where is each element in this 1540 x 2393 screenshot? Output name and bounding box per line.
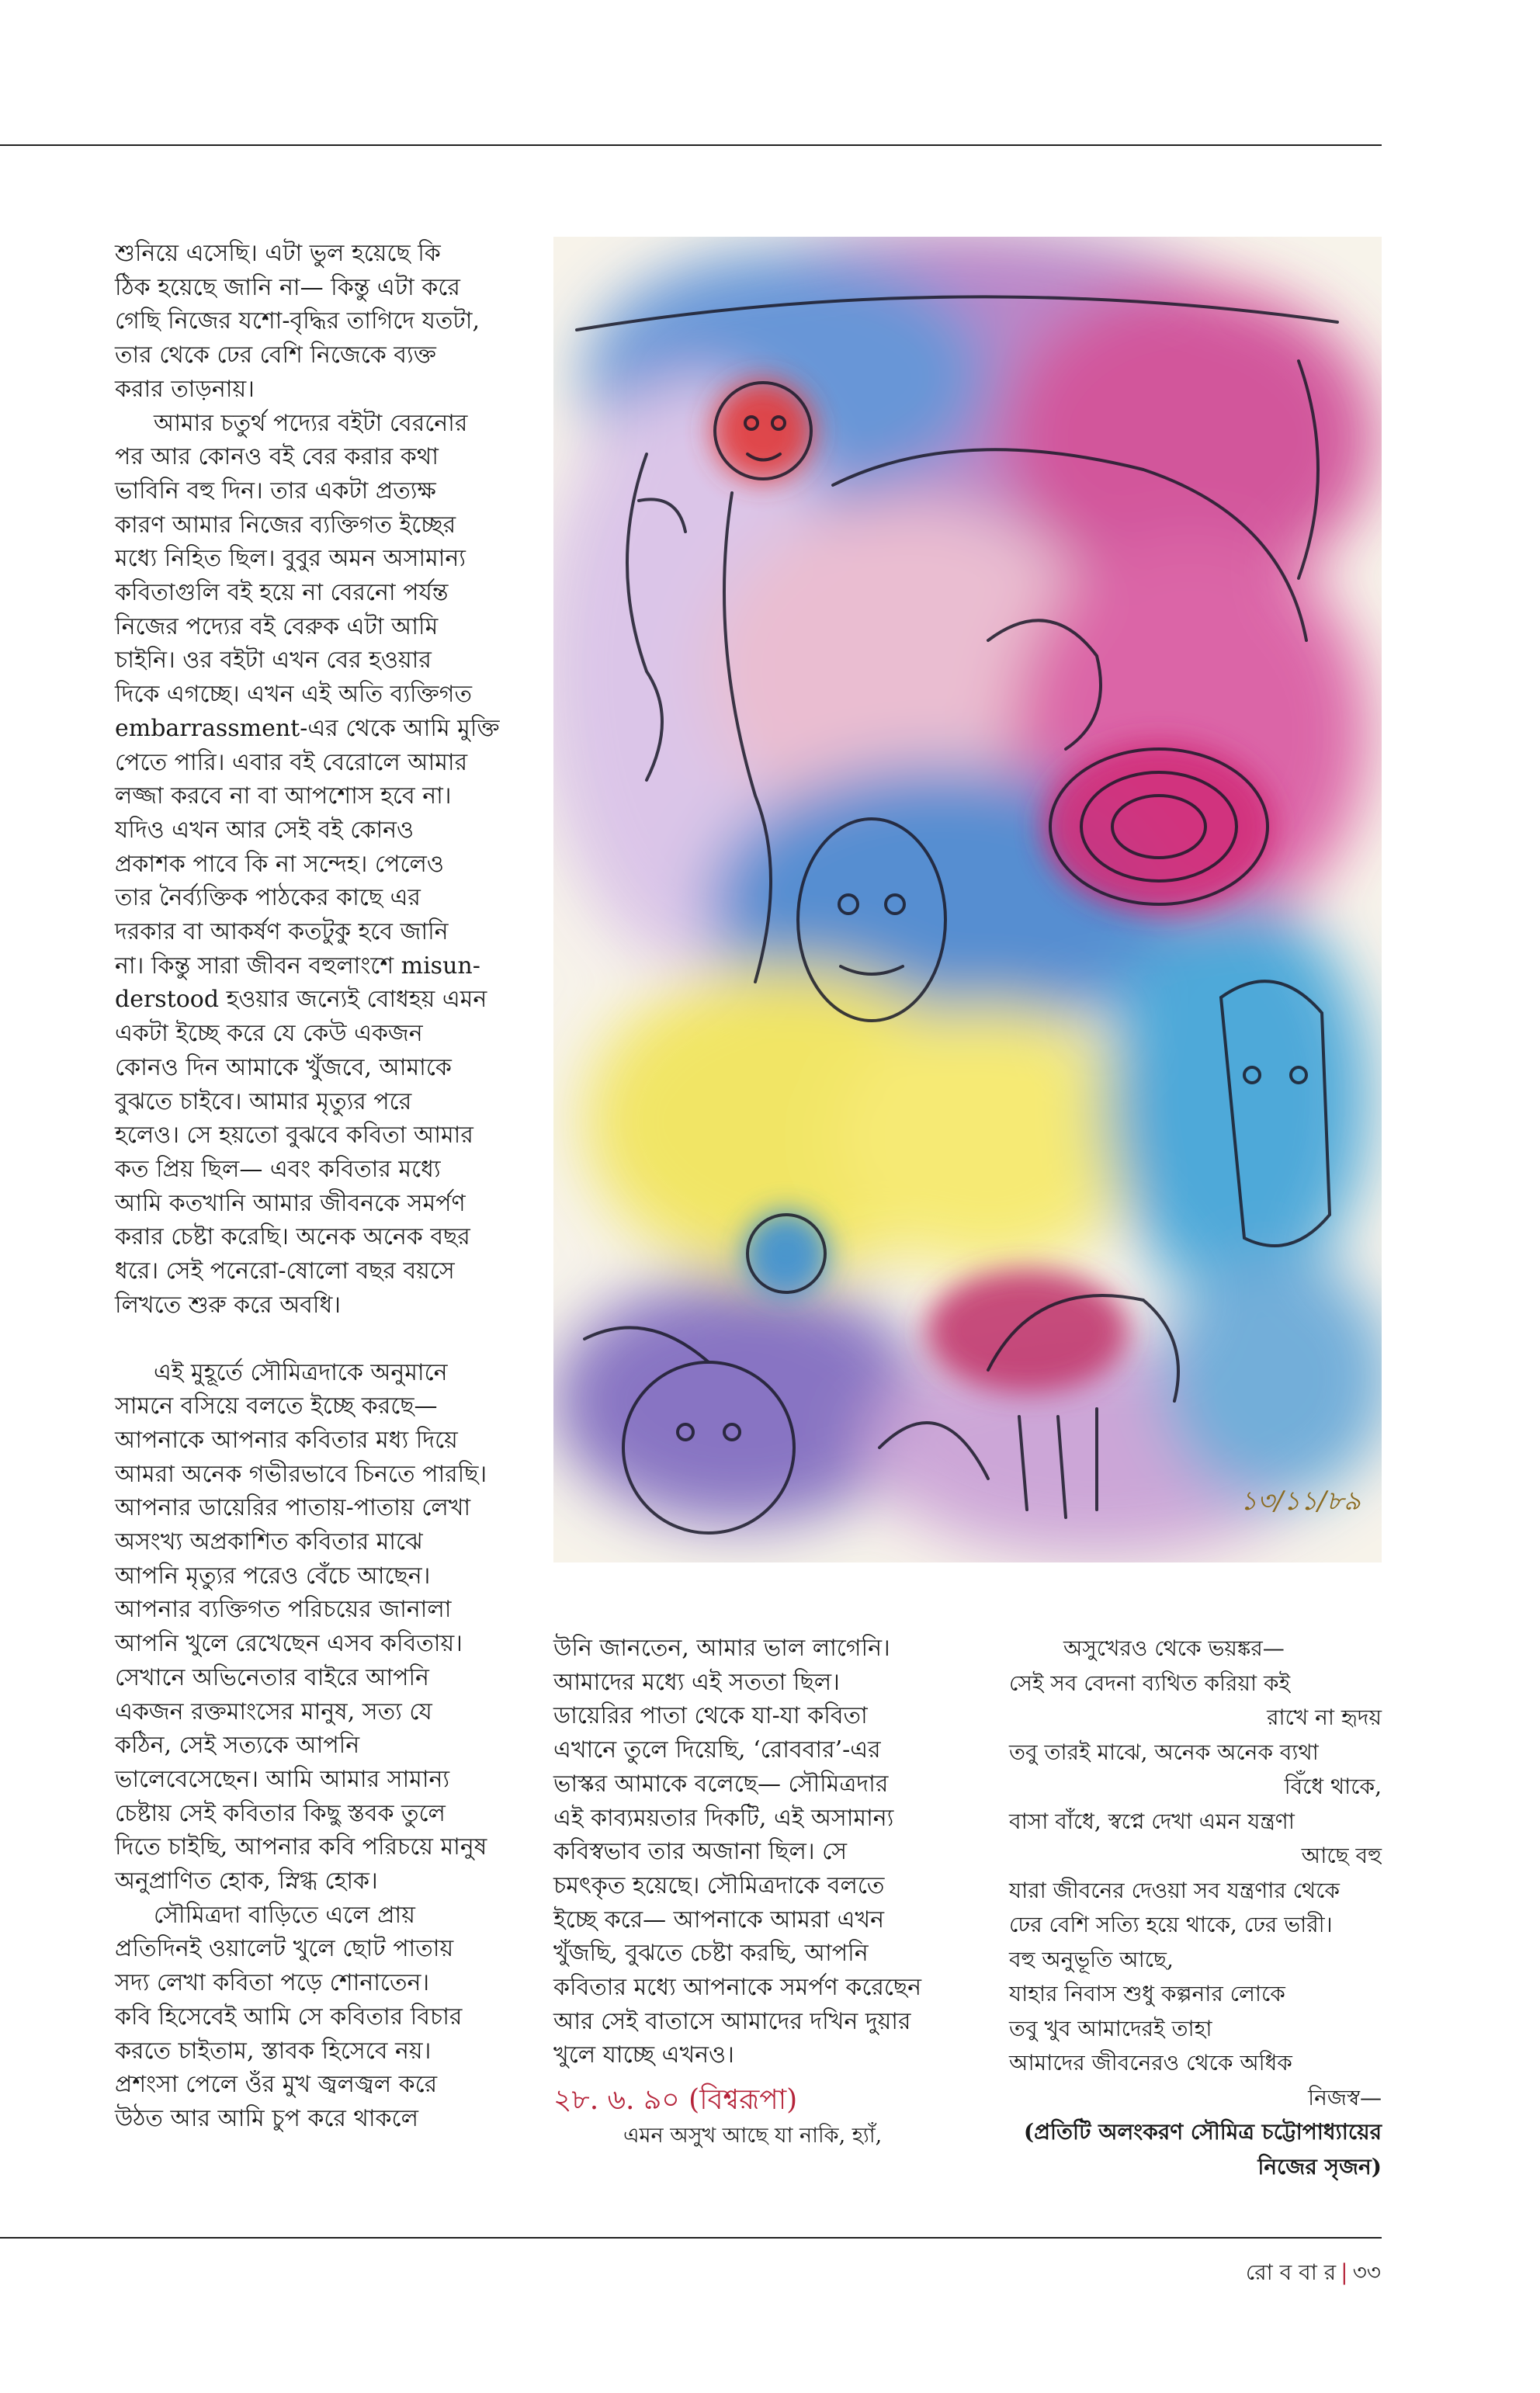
- text-line: খুঁজছি, বুঝতে চেষ্টা করছি, আপনি: [553, 1940, 869, 1968]
- text-line: আমি কতখানি আমার জীবনকে সমর্পণ: [115, 1189, 466, 1217]
- text-line: ঠিক হয়েছে জানি না— কিন্তু এটা করে: [115, 273, 460, 301]
- text-line: হলেও। সে হয়তো বুঝবে কবিতা আমার: [115, 1122, 473, 1150]
- text-line: এই কাব্যময়তার দিকটি, এই অসামান্য: [553, 1804, 894, 1832]
- text-line: সদ্য লেখা কবিতা পড়ে শোনাতেন।: [115, 1969, 430, 1997]
- text-line: প্রকাশক পাবে কি না সন্দেহ। পেলেও: [115, 850, 444, 878]
- magazine-name: রো ব বা র: [1245, 2259, 1337, 2285]
- text-line: কবিতার মধ্যে আপনাকে সমর্পণ করেছেন: [553, 1974, 922, 2002]
- text-line: derstood হওয়ার জন্যেই বোধহয় এমন: [115, 986, 487, 1014]
- illustration-credit: [1009, 2115, 1382, 2184]
- text-line: চেষ্টায় সেই কবিতার কিছু স্তবক তুলে: [115, 1799, 446, 1827]
- text-line: কঠিন, সেই সত্যকে আপনি: [115, 1732, 360, 1760]
- text-line: আপনার ডায়েরির পাতায়-পাতায় লেখা: [115, 1494, 471, 1522]
- text-line: শুনিয়ে এসেছি। এটা ভুল হয়েছে কি: [115, 240, 441, 267]
- footer-separator: |: [1341, 2259, 1348, 2285]
- text-line: আপনি খুলে রেখেছেন এসব কবিতায়।: [115, 1630, 463, 1658]
- left-article-column: [115, 237, 519, 2136]
- poem-line: তবু তারই মাঝে, অনেক অনেক ব্যথা: [1009, 1739, 1319, 1765]
- text-line: কবিতাগুলি বই হয়ে না বেরনো পর্যন্ত: [115, 579, 449, 607]
- right-poem-column: [1009, 1632, 1382, 2184]
- poem-date-heading: ২৮. ৬. ৯০ (বিশ্বরূপা): [553, 2084, 798, 2117]
- text-line: কবি হিসেবেই আমি সে কবিতার বিচার: [115, 2003, 463, 2031]
- poem-line: তবু খুব আমাদেরই তাহা: [1009, 2015, 1212, 2041]
- poem-line: যারা জীবনের দেওয়া সব যন্ত্রণার থেকে: [1009, 1877, 1341, 1903]
- artwork-signature: ১৩/১১/৮৯: [1240, 1486, 1361, 1517]
- page-number: ৩৩: [1352, 2259, 1381, 2285]
- text-line: লজ্জা করবে না বা আপশোস হবে না।: [115, 782, 452, 810]
- text-line: সৌমিত্রদা বাড়িতে এলে প্রায়: [154, 1901, 415, 1929]
- text-line: বুঝতে চাইবে। আমার মৃত্যুর পরে: [115, 1087, 412, 1115]
- text-line: করার চেষ্টা করেছি। অনেক অনেক বছর: [115, 1223, 470, 1251]
- page-footer: [1246, 2256, 1381, 2292]
- text-line: করার তাড়নায়।: [115, 375, 255, 403]
- text-line: পেতে পারি। এবার বই বেরোলে আমার: [115, 748, 468, 776]
- poem-first-line: এমন অসুখ আছে যা নাকি, হ্যাঁ,: [623, 2123, 883, 2148]
- text-line: কত প্রিয় ছিল— এবং কবিতার মধ্যে: [115, 1155, 441, 1183]
- text-line: প্রতিদিনই ওয়ালেট খুলে ছোট পাতায়: [115, 1935, 454, 1963]
- credit-line: নিজের সৃজন): [1257, 2153, 1382, 2180]
- paragraph: [553, 1632, 973, 2072]
- poem-line: নিজস্ব—: [1308, 2084, 1382, 2110]
- paragraph: [115, 1899, 519, 2136]
- text-line: উনি জানতেন, আমার ভাল লাগেনি।: [553, 1635, 890, 1662]
- top-rule: [0, 144, 1382, 146]
- text-line: আমাদের মধ্যে এই সততা ছিল।: [553, 1668, 840, 1696]
- text-line: দিকে এগচ্ছে। এখন এই অতি ব্যক্তিগত: [115, 681, 472, 709]
- paragraph: [115, 407, 519, 1323]
- text-line: কোনও দিন আমাকে খুঁজবে, আমাকে: [115, 1053, 452, 1081]
- text-line: করতে চাইতাম, স্তাবক হিসেবে নয়।: [115, 2037, 432, 2065]
- text-line: আপনাকে আপনার কবিতার মধ্য দিয়ে: [115, 1426, 458, 1454]
- text-line: মধ্যে নিহিত ছিল। বুবুর অমন অসামান্য: [115, 545, 466, 573]
- text-line: এই মুহূর্তে সৌমিত্রদাকে অনুমানে: [154, 1358, 448, 1386]
- text-line: আমরা অনেক গভীরভাবে চিনতে পারছি।: [115, 1460, 487, 1488]
- text-line: গেছি নিজের যশো-বৃদ্ধির তাগিদে যতটা,: [115, 307, 480, 335]
- text-line: সামনে বসিয়ে বলতে ইচ্ছে করছে—: [115, 1392, 438, 1420]
- text-line: আমার চতুর্থ পদ্যের বইটা বেরনোর: [154, 409, 468, 437]
- text-line: না। কিন্তু সারা জীবন বহুলাংশে misun-: [115, 952, 480, 980]
- text-line: চমৎকৃত হয়েছে। সৌমিত্রদাকে বলতে: [553, 1871, 885, 1899]
- text-line: আপনার ব্যক্তিগত পরিচয়ের জানালা: [115, 1596, 452, 1624]
- paragraph: [115, 237, 519, 407]
- text-line: লিখতে শুরু করে অবধি।: [115, 1291, 342, 1319]
- text-line: আপনি মৃত্যুর পরেও বেঁচে আছেন।: [115, 1562, 431, 1590]
- poem-line: যাহার নিবাস শুধু কল্পনার লোকে: [1009, 1981, 1285, 2006]
- bottom-rule: [0, 2237, 1382, 2239]
- middle-article-column: [553, 1632, 973, 2153]
- text-line: নিজের পদ্যের বই বেরুক এটা আমি: [115, 612, 439, 640]
- text-line: খুলে যাচ্ছে এখনও।: [553, 2041, 734, 2069]
- text-line: ভাস্কর আমাকে বলেছে— সৌমিত্রদার: [553, 1770, 889, 1798]
- artwork-illustration: [553, 237, 1382, 1562]
- poem-line: রাখে না হৃদয়: [1267, 1705, 1382, 1730]
- poem-line: বিঁধে থাকে,: [1284, 1774, 1382, 1799]
- poem-line: বহু অনুভূতি আছে,: [1009, 1946, 1174, 1972]
- text-line: অনুপ্রাণিত হোক, স্নিগ্ধ হোক।: [115, 1868, 378, 1895]
- text-line: দরকার বা আকর্ষণ কতটুকু হবে জানি: [115, 918, 449, 946]
- poem-line: অসুখেরও থেকে ভয়ঙ্কর—: [1063, 1635, 1285, 1661]
- poem-line: বাসা বাঁধে, স্বপ্নে দেখা এমন যন্ত্রণা: [1009, 1808, 1295, 1834]
- text-line: উঠত আর আমি চুপ করে থাকলে: [115, 2104, 418, 2132]
- text-line: কবিস্বভাব তার অজানা ছিল। সে: [553, 1838, 848, 1866]
- text-line: অসংখ্য অপ্রকাশিত কবিতার মাঝে: [115, 1528, 423, 1556]
- text-line: এখানে তুলে দিয়েছি, ‘রোববার’-এর: [553, 1736, 881, 1764]
- poem-line: ঢের বেশি সত্যি হয়ে থাকে, ঢের ভারী।: [1009, 1912, 1333, 1937]
- poem-line: সেই সব বেদনা ব্যথিত করিয়া কই: [1009, 1670, 1291, 1696]
- poem-line: আছে বহু: [1301, 1843, 1382, 1868]
- text-line: চাইনি। ওর বইটা এখন বের হওয়ার: [115, 647, 432, 675]
- text-line: একটা ইচ্ছে করে যে কেউ একজন: [115, 1020, 423, 1048]
- text-line: একজন রক্তমাংসের মানুষ, সত্য যে: [115, 1698, 432, 1725]
- text-line: তার নৈর্ব্যক্তিক পাঠকের কাছে এর: [115, 884, 421, 912]
- paragraph: [115, 1356, 519, 1899]
- text-line: কারণ আমার নিজের ব্যক্তিগত ইচ্ছের: [115, 511, 456, 539]
- text-line: ইচ্ছে করে— আপনাকে আমরা এখন: [553, 1906, 885, 1933]
- text-line: ভালেবেসেছেন। আমি আমার সামান্য: [115, 1765, 450, 1793]
- paragraph-gap: [115, 1323, 519, 1356]
- text-line: পর আর কোনও বই বের করার কথা: [115, 443, 439, 471]
- text-line: প্রশংসা পেলে ওঁর মুখ জ্বলজ্বল করে: [115, 2071, 438, 2099]
- text-line: তার থেকে ঢের বেশি নিজেকে ব্যক্ত: [115, 342, 436, 369]
- text-line: আর সেই বাতাসে আমাদের দখিন দুয়ার: [553, 2007, 911, 2035]
- text-line: ডায়েরির পাতা থেকে যা-যা কবিতা: [553, 1702, 868, 1730]
- text-line: সেখানে অভিনেতার বাইরে আপনি: [115, 1663, 429, 1691]
- text-line: ধরে। সেই পনেরো-ষোলো বছর বয়সে: [115, 1257, 455, 1285]
- poem-line: আমাদের জীবনেরও থেকে অধিক: [1009, 2050, 1292, 2076]
- text-line: ভাবিনি বহু দিন। তার একটা প্রত্যক্ষ: [115, 477, 436, 505]
- credit-line: (প্রতিটি অলংকরণ সৌমিত্র চট্টোপাধ্যায়ের: [1023, 2119, 1382, 2145]
- text-line: যদিও এখন আর সেই বই কোনও: [115, 816, 414, 844]
- text-line: দিতে চাইছি, আপনার কবি পরিচয়ে মানুষ: [115, 1833, 487, 1861]
- text-line: embarrassment-এর থেকে আমি মুক্তি: [115, 714, 500, 742]
